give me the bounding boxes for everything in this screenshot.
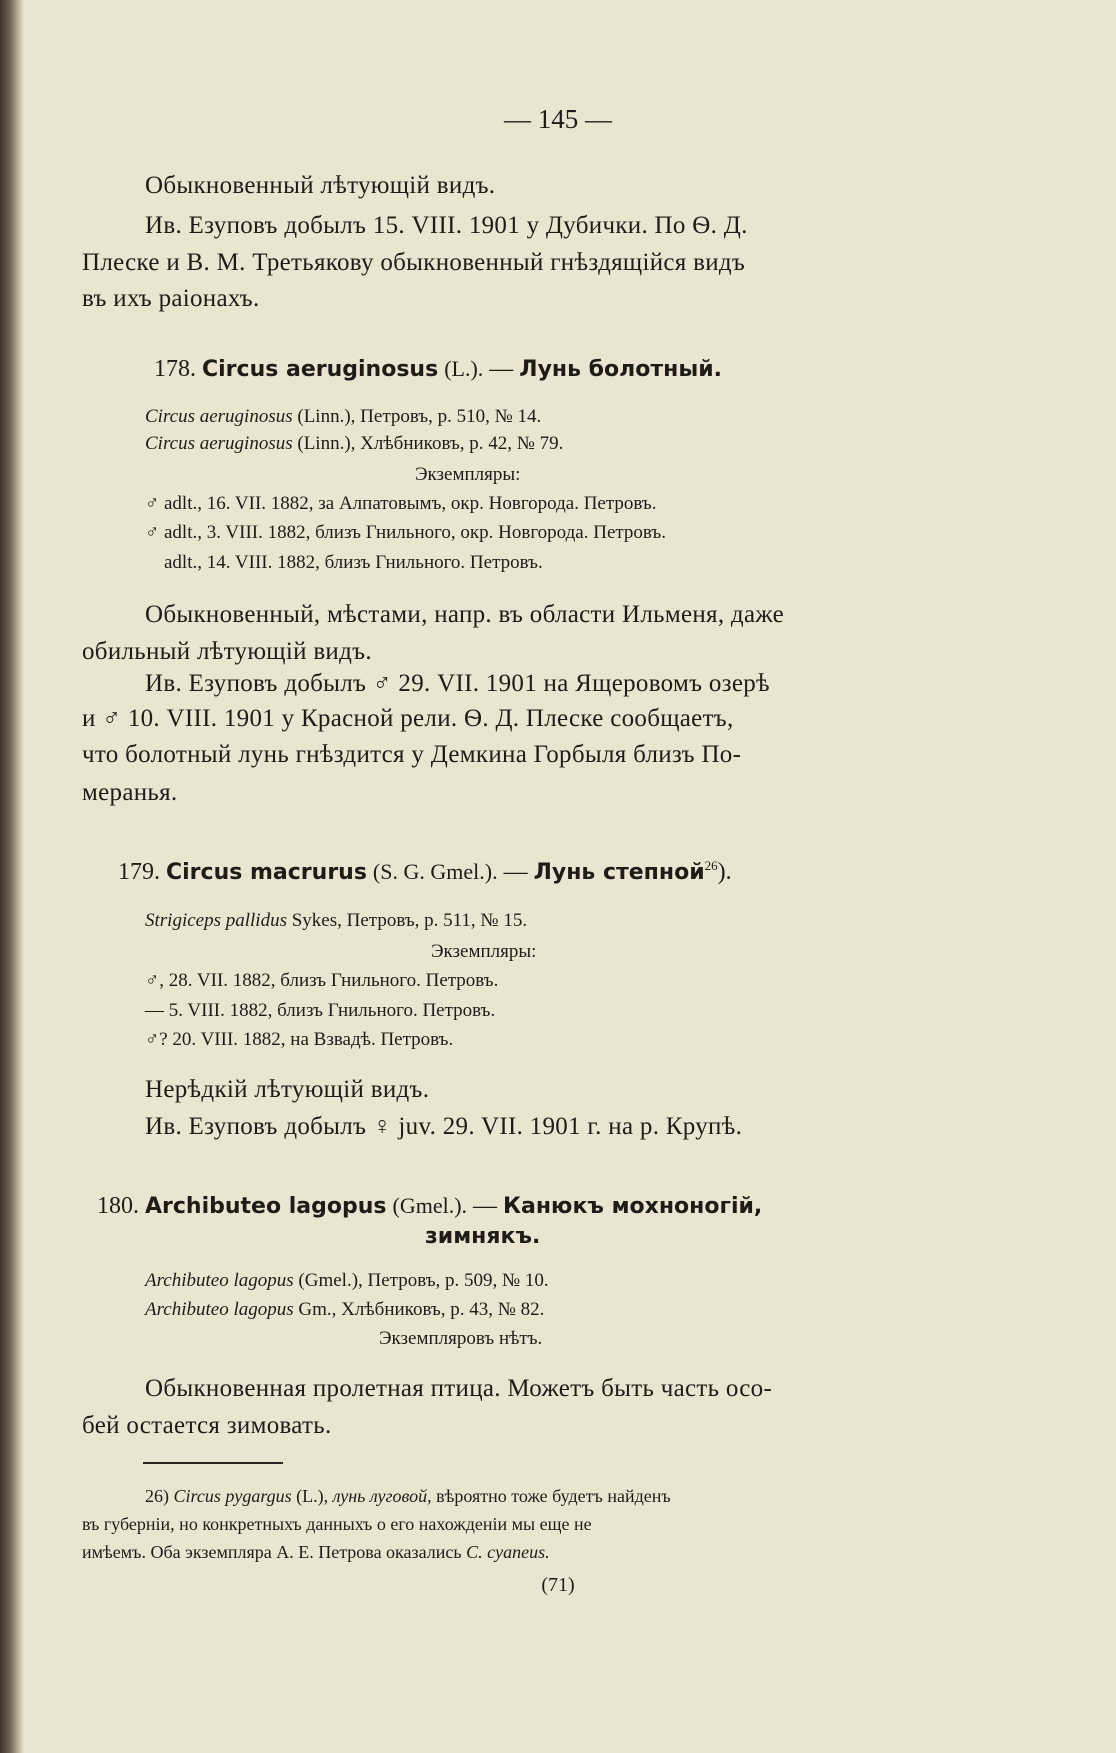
entry-text-line: и ♂ 10. VIII. 1901 у Красной рели. Ѳ. Д. Плеске сообщаетъ, bbox=[82, 705, 734, 732]
synonym-source: Gm., Хлѣбниковъ, p. 43, № 82. bbox=[298, 1299, 545, 1320]
entry-number: 179. bbox=[118, 859, 160, 885]
entry-dash: — bbox=[473, 1193, 498, 1219]
entry-text-line: Обыкновенный, мѣстами, напр. въ области Ильменя, даже bbox=[145, 601, 784, 628]
entry-scientific-name: Archibuteo lagopus bbox=[145, 1194, 387, 1219]
intro-line-2: Ив. Езуповъ добылъ 15. VIII. 1901 у Дубички. По Ѳ. Д. bbox=[145, 212, 748, 239]
entry-text-line: Обыкновенная пролетная птица. Можетъ быть часть осо- bbox=[145, 1375, 773, 1402]
intro-line-3: Плеске и В. М. Третьякову обыкновенный гнѣздящійся видъ bbox=[82, 249, 746, 276]
synonym-source: Sykes, Петровъ, p. 511, № 15. bbox=[291, 910, 528, 931]
footnote-author: (L.), bbox=[296, 1486, 329, 1506]
specimens-label: Экземпляры: bbox=[431, 941, 537, 962]
footnote-marker: 26 bbox=[704, 858, 718, 873]
footnote-line-2: въ губерніи, но конкретныхъ данныхъ о его нахожденіи мы еще не bbox=[82, 1514, 592, 1534]
entry-heading-180-line2 bbox=[425, 1223, 540, 1250]
entry-number: 180. bbox=[97, 1193, 139, 1219]
synonym-source: (Gmel.), Петровъ, p. 509, № 10. bbox=[298, 1270, 549, 1291]
specimen-record: adlt., 14. VIII. 1882, близъ Гнильного. Петровъ. bbox=[164, 552, 543, 573]
footnote-species-name: Circus pygargus bbox=[173, 1486, 292, 1506]
entry-heading-178 bbox=[154, 356, 722, 383]
entry-text-line: Нерѣдкій лѣтующій видъ. bbox=[145, 1076, 430, 1103]
entry-scientific-name: Circus macrurus bbox=[166, 860, 367, 885]
footnote-line-3 bbox=[82, 1542, 550, 1563]
specimen-record: ♂, 28. VII. 1882, близъ Гнильного. Петровъ. bbox=[145, 970, 499, 991]
entry-scientific-name: Circus aeruginosus bbox=[202, 357, 439, 382]
entry-number: 178. bbox=[154, 356, 196, 382]
entry-text-line: Ив. Езуповъ добылъ ♂ 29. VII. 1901 на Ящеровомъ озерѣ bbox=[145, 670, 770, 697]
footnote-species-ref: C. cyaneus. bbox=[466, 1542, 550, 1562]
sheet-number: (71) bbox=[541, 1574, 575, 1596]
synonym-ref bbox=[145, 1270, 549, 1292]
entry-heading-180 bbox=[97, 1193, 762, 1220]
entry-text-line: Ив. Езуповъ добылъ ♀ juv. 29. VII. 1901 г. на р. Крупѣ. bbox=[145, 1113, 743, 1140]
entry-text-line: меранья. bbox=[82, 779, 178, 806]
intro-line-1: Обыкновенный лѣтующій видъ. bbox=[145, 172, 496, 199]
entry-author: (S. G. Gmel.). bbox=[372, 859, 498, 884]
synonym-ref bbox=[145, 433, 563, 455]
synonym-name: Circus aeruginosus bbox=[145, 406, 293, 427]
footnote-text: имѣемъ. Оба экземпляра А. Е. Петрова оказались bbox=[82, 1542, 462, 1562]
footnote-russian-name: лунь луговой, bbox=[332, 1486, 432, 1506]
synonym-source: (Linn.), Хлѣбниковъ, p. 42, № 79. bbox=[297, 433, 564, 454]
synonym-ref bbox=[145, 406, 541, 428]
specimen-record: ♂? 20. VIII. 1882, на Взвадѣ. Петровъ. bbox=[145, 1029, 454, 1050]
footnote-separator bbox=[143, 1462, 283, 1464]
entry-dash: — bbox=[489, 356, 514, 382]
entry-dash: — bbox=[503, 859, 528, 885]
specimen-record: ♂ adlt., 16. VII. 1882, за Алпатовымъ, окр. Новгорода. Петровъ. bbox=[145, 493, 657, 514]
synonym-ref bbox=[145, 910, 527, 932]
footnote-line-1 bbox=[145, 1486, 671, 1507]
specimens-label: Экземпляры: bbox=[415, 464, 521, 485]
entry-russian-name: Канюкъ мохноногій, bbox=[503, 1194, 763, 1219]
entry-name-tail: ). bbox=[717, 859, 732, 885]
synonym-name: Archibuteo lagopus bbox=[145, 1270, 294, 1291]
specimens-label: Экземпляровъ нѣтъ. bbox=[379, 1328, 543, 1349]
entry-russian-name: Лунь болотный. bbox=[519, 357, 723, 382]
entry-heading-179 bbox=[118, 858, 732, 886]
entry-text-line: бей остается зимовать. bbox=[82, 1412, 332, 1439]
synonym-source: (Linn.), Петровъ, p. 510, № 14. bbox=[297, 406, 542, 427]
intro-line-4: въ ихъ раіонахъ. bbox=[82, 285, 260, 312]
synonym-name: Strigiceps pallidus bbox=[145, 910, 287, 931]
entry-author: (L.). bbox=[444, 356, 484, 381]
footnote-text: вѣроятно тоже будетъ найденъ bbox=[436, 1486, 671, 1506]
entry-author: (Gmel.). bbox=[392, 1193, 468, 1218]
specimen-record: ♂ adlt., 3. VIII. 1882, близъ Гнильного, окр. Новгорода. Петровъ. bbox=[145, 522, 666, 543]
synonym-ref bbox=[145, 1299, 544, 1321]
specimen-record: — 5. VIII. 1882, близъ Гнильного. Петровъ. bbox=[145, 1000, 496, 1021]
synonym-name: Archibuteo lagopus bbox=[145, 1299, 294, 1320]
entry-russian-name-cont: зимнякъ. bbox=[425, 1224, 541, 1249]
entry-russian-name: Лунь степной bbox=[533, 860, 705, 885]
synonym-name: Circus aeruginosus bbox=[145, 433, 293, 454]
entry-text-line: что болотный лунь гнѣздится у Демкина Горбыля близъ По- bbox=[82, 741, 742, 768]
footnote-number: 26) bbox=[145, 1486, 169, 1506]
page-number: — 145 — bbox=[504, 104, 612, 134]
entry-text-line: обильный лѣтующій видъ. bbox=[82, 638, 372, 665]
